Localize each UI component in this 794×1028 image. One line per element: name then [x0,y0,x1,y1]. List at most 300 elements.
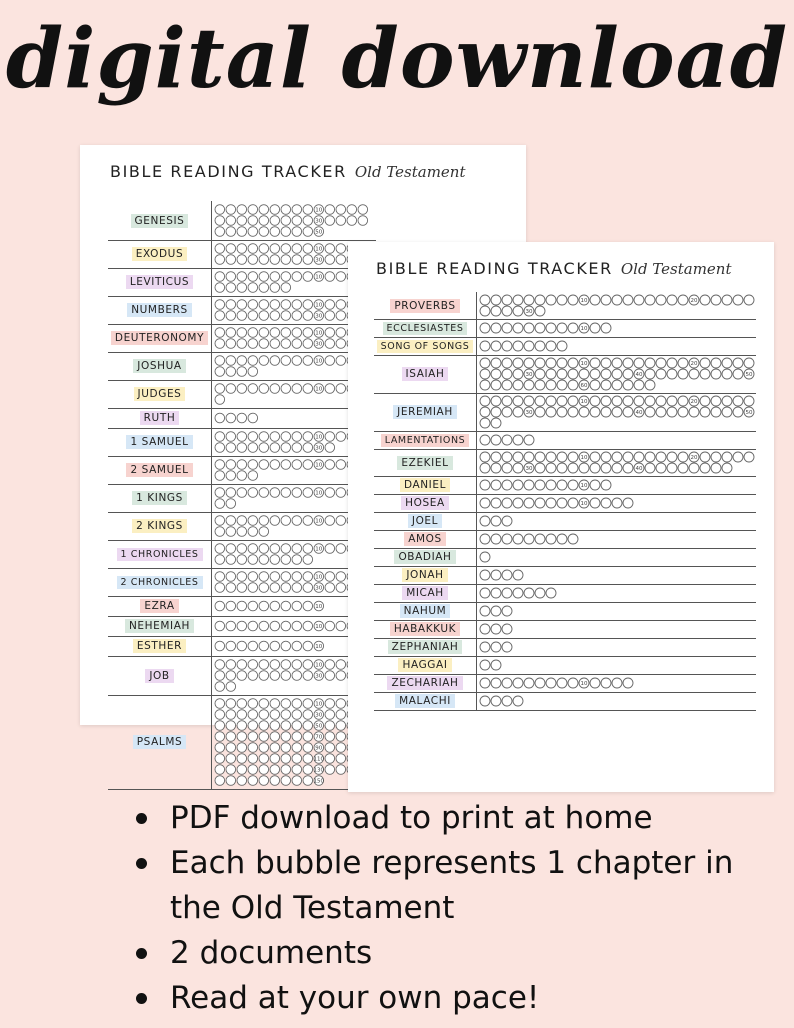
chapter-bubble[interactable] [226,776,236,786]
chapter-bubble[interactable] [281,283,291,293]
chapter-bubble[interactable] [237,283,247,293]
chapter-bubble[interactable] [281,384,291,394]
chapter-bubble[interactable] [281,300,291,310]
chapter-bubble[interactable] [237,227,247,237]
chapter-bubble[interactable] [215,356,225,366]
chapter-bubble[interactable] [270,516,280,526]
chapter-bubble[interactable] [700,407,710,417]
chapter-bubble[interactable] [292,328,302,338]
chapter-bubble[interactable] [248,572,258,582]
chapter-bubble[interactable] [259,432,269,442]
chapter-bubble[interactable] [215,516,225,526]
chapter-bubble[interactable] [480,435,490,445]
chapter-bubble[interactable] [270,776,280,786]
chapter-bubble[interactable] [281,601,291,611]
chapter-bubble[interactable] [303,255,313,265]
chapter-bubble[interactable] [303,356,313,366]
chapter-bubble[interactable] [502,369,512,379]
chapter-bubble[interactable] [237,516,247,526]
chapter-bubble[interactable] [292,384,302,394]
chapter-bubble[interactable] [226,311,236,321]
chapter-bubble[interactable] [226,710,236,720]
chapter-bubble[interactable] [248,555,258,565]
chapter-bubble[interactable] [634,295,644,305]
chapter-bubble[interactable] [215,471,225,481]
chapter-bubble[interactable] [524,380,534,390]
chapter-bubble[interactable] [634,358,644,368]
chapter-bubble[interactable] [557,380,567,390]
chapter-bubble[interactable] [270,328,280,338]
chapter-bubble[interactable] [678,295,688,305]
chapter-bubble[interactable] [711,358,721,368]
chapter-bubble[interactable] [601,480,611,490]
chapter-bubble[interactable] [645,463,655,473]
chapter-bubble[interactable] [259,283,269,293]
chapter-bubble[interactable] [491,642,501,652]
chapter-bubble[interactable] [281,339,291,349]
chapter-bubble[interactable] [270,732,280,742]
chapter-bubble[interactable] [303,721,313,731]
chapter-bubble[interactable] [535,396,545,406]
chapter-bubble[interactable] [612,380,622,390]
chapter-bubble[interactable] [546,463,556,473]
chapter-bubble[interactable] [270,432,280,442]
chapter-bubble[interactable] [325,765,335,775]
chapter-bubble[interactable] [259,311,269,321]
chapter-bubble[interactable] [557,463,567,473]
chapter-bubble[interactable] [535,498,545,508]
chapter-bubble[interactable] [568,480,578,490]
chapter-bubble[interactable] [259,555,269,565]
chapter-bubble[interactable] [281,555,291,565]
chapter-bubble[interactable] [259,527,269,537]
chapter-bubble[interactable] [226,527,236,537]
chapter-bubble[interactable] [292,583,302,593]
chapter-bubble[interactable] [491,396,501,406]
chapter-bubble[interactable] [336,255,346,265]
chapter-bubble[interactable] [623,407,633,417]
chapter-bubble[interactable] [270,641,280,651]
chapter-bubble[interactable] [491,660,501,670]
chapter-bubble[interactable] [215,601,225,611]
chapter-bubble[interactable] [237,460,247,470]
chapter-bubble[interactable] [612,407,622,417]
chapter-bubble[interactable] [502,624,512,634]
chapter-bubble[interactable] [645,358,655,368]
chapter-bubble[interactable] [711,369,721,379]
chapter-bubble[interactable] [336,516,346,526]
chapter-bubble[interactable] [336,699,346,709]
chapter-bubble[interactable] [215,244,225,254]
chapter-bubble[interactable] [237,555,247,565]
chapter-bubble[interactable] [226,641,236,651]
chapter-bubble[interactable] [226,765,236,775]
chapter-bubble[interactable] [270,699,280,709]
chapter-bubble[interactable] [480,660,490,670]
chapter-bubble[interactable] [513,480,523,490]
chapter-bubble[interactable] [535,323,545,333]
chapter-bubble[interactable] [667,358,677,368]
chapter-bubble[interactable] [733,396,743,406]
chapter-bubble[interactable] [248,283,258,293]
chapter-bubble[interactable] [502,407,512,417]
chapter-bubble[interactable] [546,295,556,305]
chapter-bubble[interactable] [226,216,236,226]
chapter-bubble[interactable] [281,227,291,237]
chapter-bubble[interactable] [502,570,512,580]
chapter-bubble[interactable] [281,272,291,282]
chapter-bubble[interactable] [215,527,225,537]
chapter-bubble[interactable] [259,641,269,651]
chapter-bubble[interactable] [557,534,567,544]
chapter-bubble[interactable] [226,516,236,526]
chapter-bubble[interactable] [237,205,247,215]
chapter-bubble[interactable] [568,295,578,305]
chapter-bubble[interactable] [248,732,258,742]
chapter-bubble[interactable] [303,743,313,753]
chapter-bubble[interactable] [237,339,247,349]
chapter-bubble[interactable] [546,480,556,490]
chapter-bubble[interactable] [502,323,512,333]
chapter-bubble[interactable] [325,311,335,321]
chapter-bubble[interactable] [568,407,578,417]
chapter-bubble[interactable] [513,380,523,390]
chapter-bubble[interactable] [325,732,335,742]
chapter-bubble[interactable] [237,384,247,394]
chapter-bubble[interactable] [733,295,743,305]
chapter-bubble[interactable] [711,396,721,406]
chapter-bubble[interactable] [281,776,291,786]
chapter-bubble[interactable] [524,435,534,445]
chapter-bubble[interactable] [480,452,490,462]
chapter-bubble[interactable] [292,544,302,554]
chapter-bubble[interactable] [270,300,280,310]
chapter-bubble[interactable] [722,295,732,305]
chapter-bubble[interactable] [480,396,490,406]
chapter-bubble[interactable] [303,544,313,554]
chapter-bubble[interactable] [215,460,225,470]
chapter-bubble[interactable] [226,460,236,470]
chapter-bubble[interactable] [226,544,236,554]
chapter-bubble[interactable] [248,471,258,481]
chapter-bubble[interactable] [281,432,291,442]
chapter-bubble[interactable] [237,356,247,366]
chapter-bubble[interactable] [270,555,280,565]
chapter-bubble[interactable] [336,460,346,470]
chapter-bubble[interactable] [557,498,567,508]
chapter-bubble[interactable] [480,358,490,368]
chapter-bubble[interactable] [325,244,335,254]
chapter-bubble[interactable] [546,534,556,544]
chapter-bubble[interactable] [237,743,247,753]
chapter-bubble[interactable] [226,601,236,611]
chapter-bubble[interactable] [259,300,269,310]
chapter-bubble[interactable] [237,488,247,498]
chapter-bubble[interactable] [270,227,280,237]
chapter-bubble[interactable] [623,678,633,688]
chapter-bubble[interactable] [336,710,346,720]
chapter-bubble[interactable] [480,552,490,562]
chapter-bubble[interactable] [667,452,677,462]
chapter-bubble[interactable] [568,358,578,368]
chapter-bubble[interactable] [248,721,258,731]
chapter-bubble[interactable] [226,660,236,670]
chapter-bubble[interactable] [557,678,567,688]
chapter-bubble[interactable] [491,606,501,616]
chapter-bubble[interactable] [336,765,346,775]
chapter-bubble[interactable] [656,358,666,368]
chapter-bubble[interactable] [281,641,291,651]
chapter-bubble[interactable] [270,671,280,681]
chapter-bubble[interactable] [292,555,302,565]
chapter-bubble[interactable] [215,300,225,310]
chapter-bubble[interactable] [325,671,335,681]
chapter-bubble[interactable] [292,765,302,775]
chapter-bubble[interactable] [281,216,291,226]
chapter-bubble[interactable] [292,621,302,631]
chapter-bubble[interactable] [579,407,589,417]
chapter-bubble[interactable] [336,216,346,226]
chapter-bubble[interactable] [336,272,346,282]
chapter-bubble[interactable] [480,534,490,544]
chapter-bubble[interactable] [645,407,655,417]
chapter-bubble[interactable] [259,660,269,670]
chapter-bubble[interactable] [270,743,280,753]
chapter-bubble[interactable] [480,369,490,379]
chapter-bubble[interactable] [215,488,225,498]
chapter-bubble[interactable] [270,572,280,582]
chapter-bubble[interactable] [303,300,313,310]
chapter-bubble[interactable] [259,699,269,709]
chapter-bubble[interactable] [270,721,280,731]
chapter-bubble[interactable] [336,544,346,554]
chapter-bubble[interactable] [215,699,225,709]
chapter-bubble[interactable] [292,699,302,709]
chapter-bubble[interactable] [259,384,269,394]
chapter-bubble[interactable] [667,463,677,473]
chapter-bubble[interactable] [645,380,655,390]
chapter-bubble[interactable] [524,498,534,508]
chapter-bubble[interactable] [226,583,236,593]
chapter-bubble[interactable] [303,460,313,470]
chapter-bubble[interactable] [656,452,666,462]
chapter-bubble[interactable] [744,396,754,406]
chapter-bubble[interactable] [303,227,313,237]
chapter-bubble[interactable] [303,311,313,321]
chapter-bubble[interactable] [215,721,225,731]
chapter-bubble[interactable] [513,534,523,544]
chapter-bubble[interactable] [259,776,269,786]
chapter-bubble[interactable] [226,432,236,442]
chapter-bubble[interactable] [579,369,589,379]
chapter-bubble[interactable] [645,452,655,462]
chapter-bubble[interactable] [711,452,721,462]
chapter-bubble[interactable] [480,306,490,316]
chapter-bubble[interactable] [546,396,556,406]
chapter-bubble[interactable] [722,396,732,406]
chapter-bubble[interactable] [281,328,291,338]
chapter-bubble[interactable] [303,710,313,720]
chapter-bubble[interactable] [303,660,313,670]
chapter-bubble[interactable] [248,356,258,366]
chapter-bubble[interactable] [325,572,335,582]
chapter-bubble[interactable] [259,621,269,631]
chapter-bubble[interactable] [336,328,346,338]
chapter-bubble[interactable] [325,699,335,709]
chapter-bubble[interactable] [733,369,743,379]
chapter-bubble[interactable] [513,570,523,580]
chapter-bubble[interactable] [491,358,501,368]
chapter-bubble[interactable] [237,583,247,593]
chapter-bubble[interactable] [237,367,247,377]
chapter-bubble[interactable] [336,583,346,593]
chapter-bubble[interactable] [336,732,346,742]
chapter-bubble[interactable] [590,380,600,390]
chapter-bubble[interactable] [568,380,578,390]
chapter-bubble[interactable] [568,369,578,379]
chapter-bubble[interactable] [215,776,225,786]
chapter-bubble[interactable] [480,642,490,652]
chapter-bubble[interactable] [248,244,258,254]
chapter-bubble[interactable] [281,660,291,670]
chapter-bubble[interactable] [270,339,280,349]
chapter-bubble[interactable] [270,488,280,498]
chapter-bubble[interactable] [237,765,247,775]
chapter-bubble[interactable] [226,367,236,377]
chapter-bubble[interactable] [711,407,721,417]
chapter-bubble[interactable] [292,356,302,366]
chapter-bubble[interactable] [535,407,545,417]
chapter-bubble[interactable] [237,544,247,554]
chapter-bubble[interactable] [513,295,523,305]
chapter-bubble[interactable] [689,407,699,417]
chapter-bubble[interactable] [502,588,512,598]
chapter-bubble[interactable] [634,380,644,390]
chapter-bubble[interactable] [303,339,313,349]
chapter-bubble[interactable] [237,572,247,582]
chapter-bubble[interactable] [270,283,280,293]
chapter-bubble[interactable] [491,624,501,634]
chapter-bubble[interactable] [259,721,269,731]
chapter-bubble[interactable] [226,572,236,582]
chapter-bubble[interactable] [215,732,225,742]
chapter-bubble[interactable] [590,678,600,688]
chapter-bubble[interactable] [336,743,346,753]
chapter-bubble[interactable] [303,765,313,775]
chapter-bubble[interactable] [325,384,335,394]
chapter-bubble[interactable] [237,471,247,481]
chapter-bubble[interactable] [226,328,236,338]
chapter-bubble[interactable] [237,432,247,442]
chapter-bubble[interactable] [226,743,236,753]
chapter-bubble[interactable] [303,732,313,742]
chapter-bubble[interactable] [711,295,721,305]
chapter-bubble[interactable] [590,452,600,462]
chapter-bubble[interactable] [502,306,512,316]
chapter-bubble[interactable] [237,641,247,651]
chapter-bubble[interactable] [590,396,600,406]
chapter-bubble[interactable] [248,516,258,526]
chapter-bubble[interactable] [270,205,280,215]
chapter-bubble[interactable] [524,295,534,305]
chapter-bubble[interactable] [270,255,280,265]
chapter-bubble[interactable] [568,396,578,406]
chapter-bubble[interactable] [259,328,269,338]
chapter-bubble[interactable] [612,678,622,688]
chapter-bubble[interactable] [623,396,633,406]
chapter-bubble[interactable] [226,721,236,731]
chapter-bubble[interactable] [281,488,291,498]
chapter-bubble[interactable] [744,452,754,462]
chapter-bubble[interactable] [623,498,633,508]
chapter-bubble[interactable] [491,435,501,445]
chapter-bubble[interactable] [270,356,280,366]
chapter-bubble[interactable] [292,641,302,651]
chapter-bubble[interactable] [623,369,633,379]
chapter-bubble[interactable] [259,583,269,593]
chapter-bubble[interactable] [656,369,666,379]
chapter-bubble[interactable] [215,754,225,764]
chapter-bubble[interactable] [226,732,236,742]
chapter-bubble[interactable] [590,295,600,305]
chapter-bubble[interactable] [513,435,523,445]
chapter-bubble[interactable] [491,380,501,390]
chapter-bubble[interactable] [215,765,225,775]
chapter-bubble[interactable] [248,699,258,709]
chapter-bubble[interactable] [480,570,490,580]
chapter-bubble[interactable] [601,358,611,368]
chapter-bubble[interactable] [237,255,247,265]
chapter-bubble[interactable] [248,413,258,423]
chapter-bubble[interactable] [215,272,225,282]
chapter-bubble[interactable] [215,555,225,565]
chapter-bubble[interactable] [733,407,743,417]
chapter-bubble[interactable] [347,205,357,215]
chapter-bubble[interactable] [226,754,236,764]
chapter-bubble[interactable] [347,216,357,226]
chapter-bubble[interactable] [226,621,236,631]
chapter-bubble[interactable] [480,498,490,508]
chapter-bubble[interactable] [292,754,302,764]
chapter-bubble[interactable] [226,283,236,293]
chapter-bubble[interactable] [303,488,313,498]
chapter-bubble[interactable] [645,369,655,379]
chapter-bubble[interactable] [656,396,666,406]
chapter-bubble[interactable] [303,555,313,565]
chapter-bubble[interactable] [215,432,225,442]
chapter-bubble[interactable] [336,356,346,366]
chapter-bubble[interactable] [281,732,291,742]
chapter-bubble[interactable] [226,227,236,237]
chapter-bubble[interactable] [325,544,335,554]
chapter-bubble[interactable] [557,407,567,417]
chapter-bubble[interactable] [513,588,523,598]
chapter-bubble[interactable] [491,588,501,598]
chapter-bubble[interactable] [535,452,545,462]
chapter-bubble[interactable] [513,498,523,508]
chapter-bubble[interactable] [358,216,368,226]
chapter-bubble[interactable] [336,754,346,764]
chapter-bubble[interactable] [237,300,247,310]
chapter-bubble[interactable] [733,452,743,462]
chapter-bubble[interactable] [722,358,732,368]
chapter-bubble[interactable] [215,583,225,593]
chapter-bubble[interactable] [480,323,490,333]
chapter-bubble[interactable] [535,369,545,379]
chapter-bubble[interactable] [292,244,302,254]
chapter-bubble[interactable] [557,341,567,351]
chapter-bubble[interactable] [292,432,302,442]
